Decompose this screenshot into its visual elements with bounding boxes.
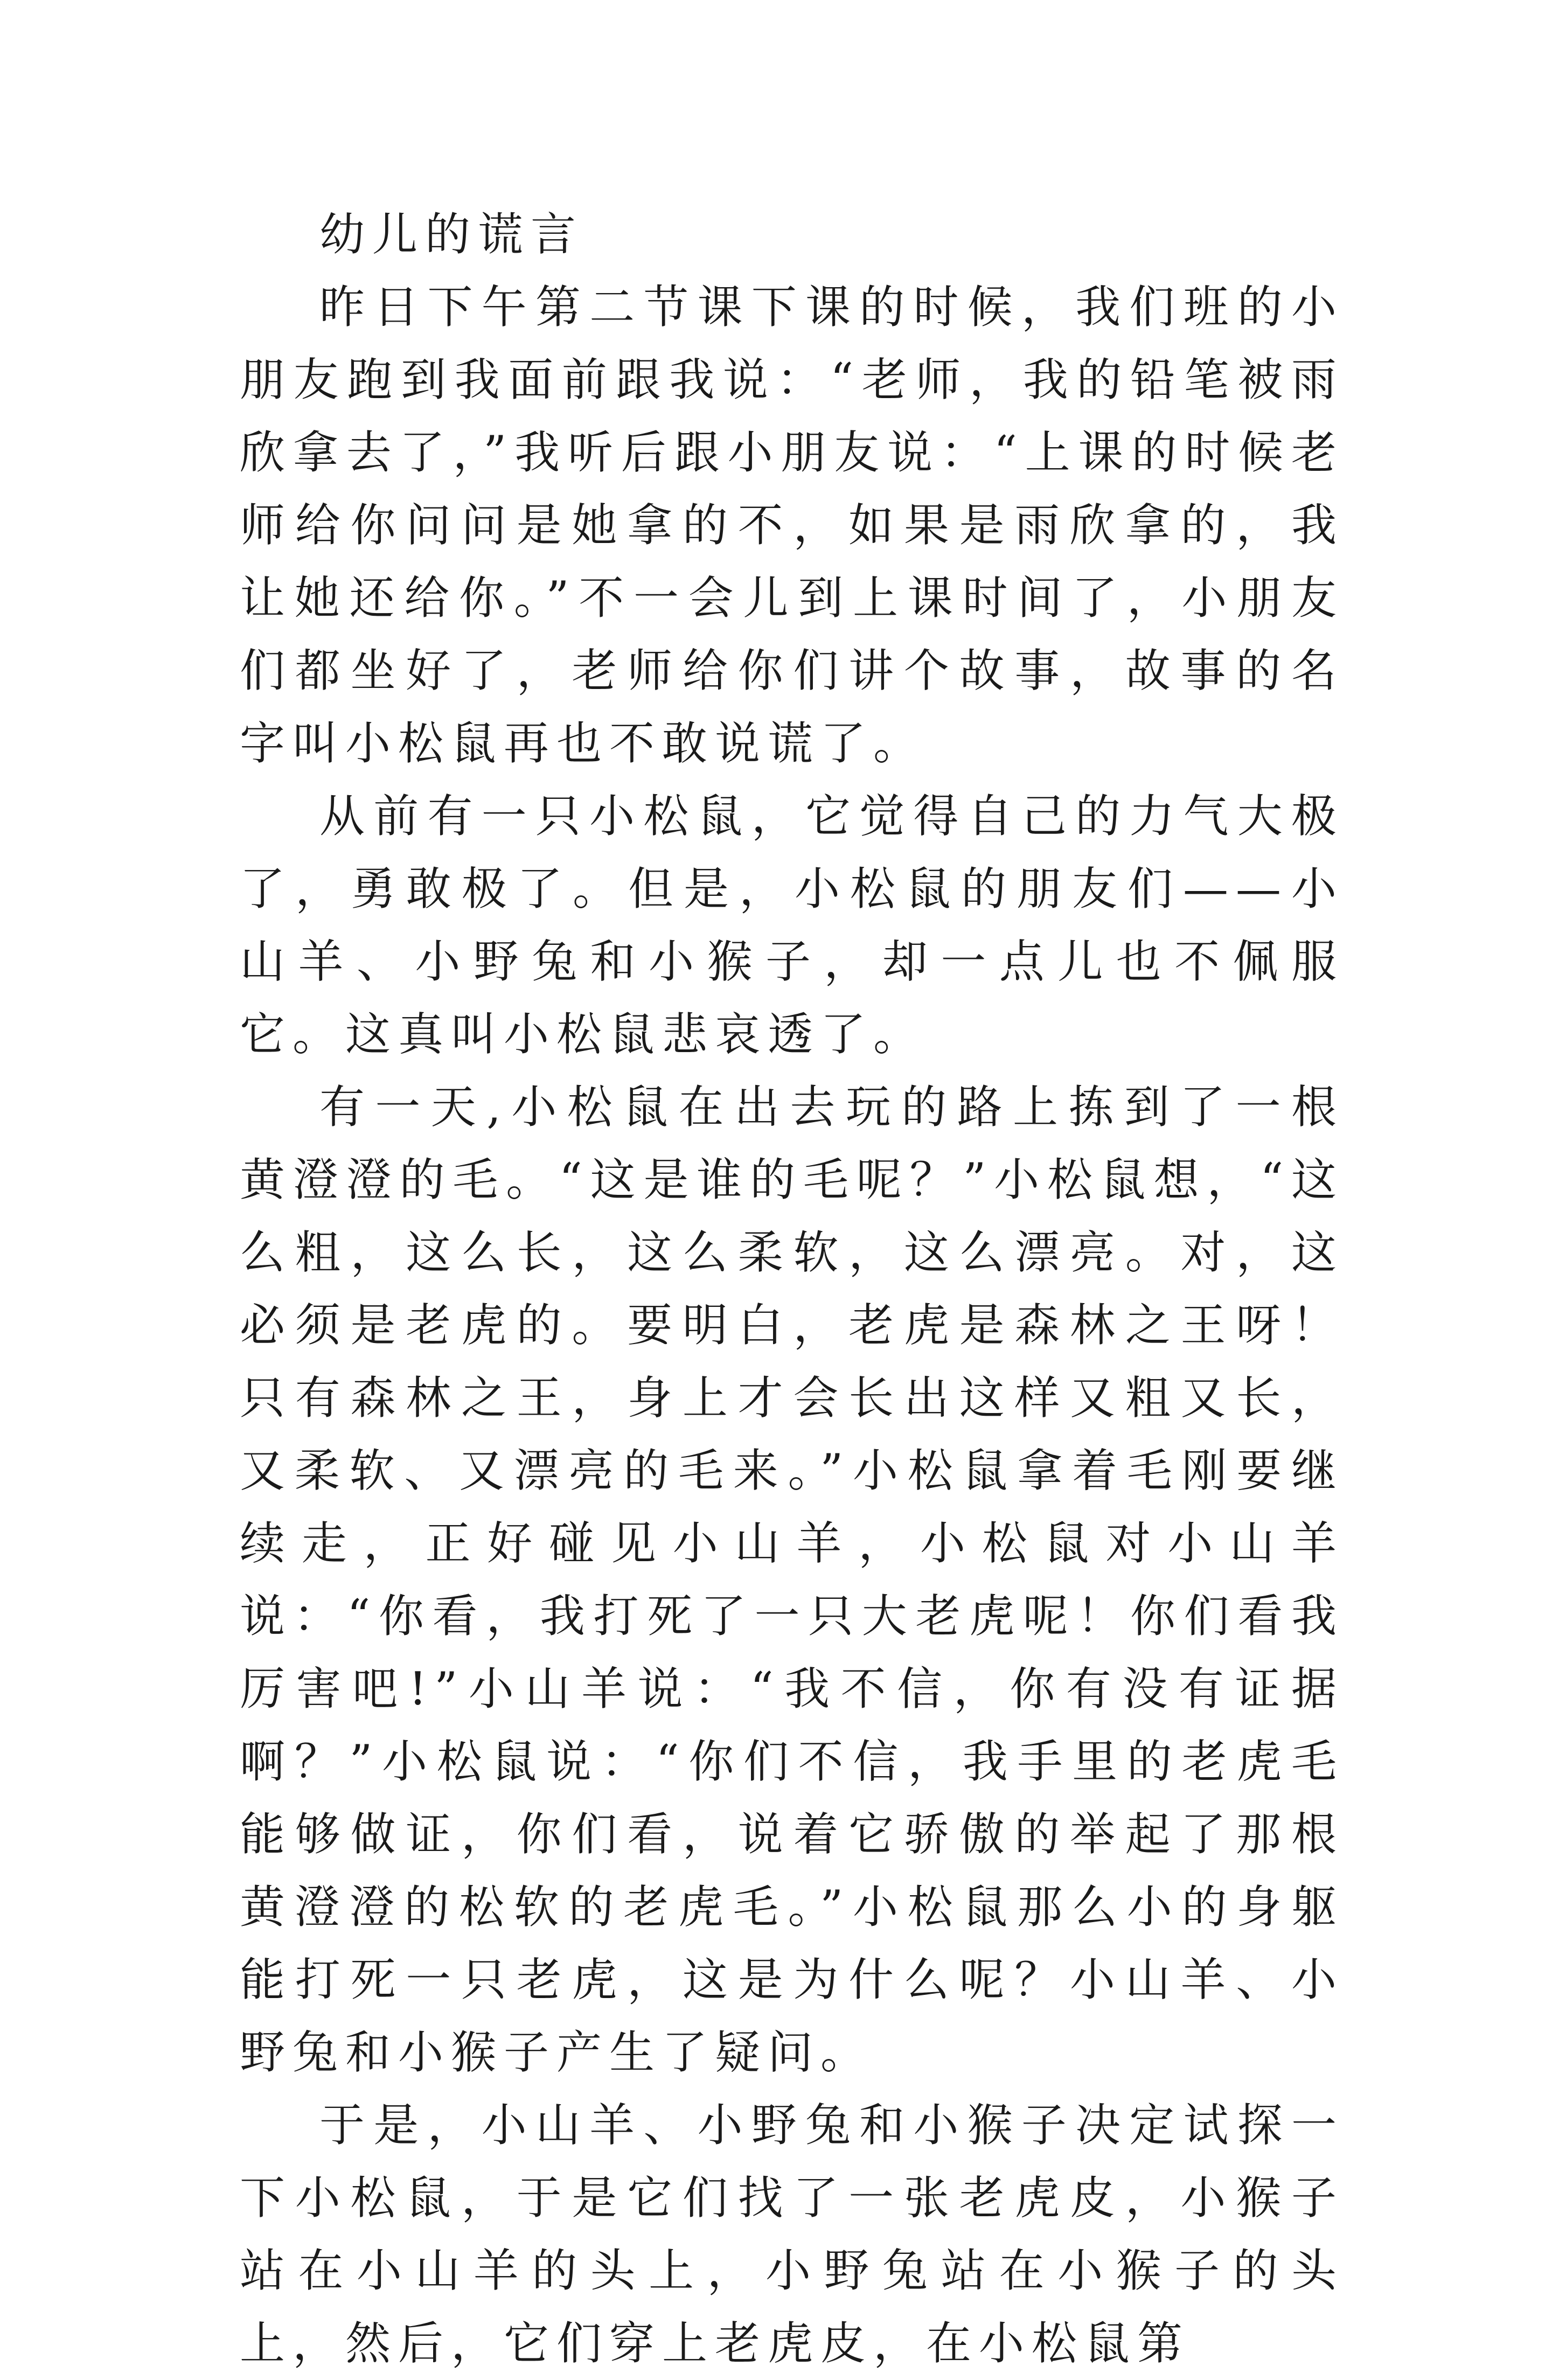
paragraph-2: 从前有一只小松鼠，它觉得自己的力气大极了，勇敢极了。但是，小松鼠的朋友们——小山羊、小野兔和小猴子，却一点儿也不佩服它。这真叫小松鼠悲哀透了。 bbox=[240, 790, 1344, 1061]
paragraph-1: 昨日下午第二节课下课的时候，我们班的小朋友跑到我面前跟我说：“老师，我的铅笔被雨欣拿去了，”我听后跟小朋友说：“上课的时候老师给你问问是她拿的不，如果是雨欣拿的，我让她还给你。”不一会儿到上课时间了，小朋友们都坐好了，老师给你们讲个故事，故事的名字叫小松鼠再也不敢说谎了。 bbox=[240, 281, 1344, 770]
paragraph-4: 于是，小山羊、小野兔和小猴子决定试探一下小松鼠，于是它们找了一张老虎皮，小猴子站在小山羊的头上，小野兔站在小猴子的头上，然后，它们穿上老虎皮，在小松鼠第 bbox=[240, 2099, 1344, 2370]
document-body bbox=[240, 198, 1344, 2380]
paragraph-3: 有一天,小松鼠在出去玩的路上拣到了一根黄澄澄的毛。“这是谁的毛呢？”小松鼠想，“这么粗，这么长，这么柔软，这么漂亮。对，这必须是老虎的。要明白，老虎是森林之王呀！只有森林之王，身上才会长出这样又粗又长，又柔软、又漂亮的毛来。”小松鼠拿着毛刚要继续走，正好碰见小山羊，小松鼠对小山羊说：“你看，我打死了一只大老虎呢！你们看我厉害吧!”小山羊说：“我不信，你有没有证据啊？”小松鼠说：“你们不信，我手里的老虎毛能够做证，你们看，说着它骄傲的举起了那根黄澄澄的松软的老虎毛。”小松鼠那么小的身躯能打死一只老虎，这是为什么呢？小山羊、小野兔和小猴子产生了疑问。 bbox=[240, 1081, 1344, 2079]
document-title: 幼儿的谎言 bbox=[319, 208, 584, 261]
